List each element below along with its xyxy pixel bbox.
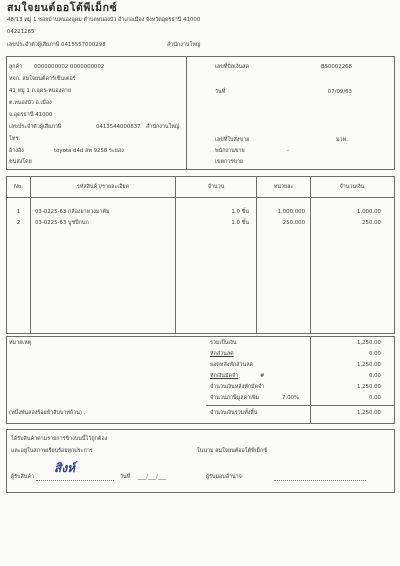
col-header-amount: จำนวนเงิน	[339, 184, 365, 190]
sum-value-vat: 0.00	[368, 395, 381, 401]
sum-extra-vat: 7.00%	[282, 395, 300, 401]
sum-label-after-discount: ยอดหลังหักส่วนลด	[210, 362, 254, 368]
customer-address-2: ต.หนองบัว อ.เมือง	[9, 100, 52, 106]
row-2-no: 2	[16, 220, 21, 226]
doc-no-label: เลขที่บิลเงินสด	[215, 64, 250, 70]
customer-tax-label: เลขประจำตัวผู้เสียภาษี	[9, 124, 62, 130]
customer-ref-value: toyota d4d ลพ 9258 ระยอง	[54, 148, 124, 154]
col-header-desc: รหัสสินค้า/รายละเอียด	[76, 184, 130, 190]
sum-value-after-deposit: 1,250.00	[356, 384, 381, 390]
receiver-label: ผู้รับสินค้า	[11, 474, 35, 480]
grand-total-rule	[206, 405, 394, 406]
row-1-qty: 1.0 ชิ้น	[231, 209, 249, 215]
row-1-desc: 03-0225-63 กล้องยาหวงมาตัม	[35, 209, 110, 215]
col-divider-3	[256, 176, 257, 333]
customer-phone-label: โทร.	[9, 136, 21, 142]
customer-code-label: ลูกค้า	[9, 64, 23, 70]
items-table	[6, 176, 395, 334]
sum-value-after-discount: 1,250.00	[356, 362, 381, 368]
sale-no-label: เขตการขาย	[215, 159, 244, 165]
po-value: มวท.	[336, 137, 348, 143]
sum-label-vat: จำนวนภาษีมูลค่าเพิ่ม	[210, 395, 260, 401]
receive-date-label: วันที่	[120, 474, 131, 480]
col-header-no: No.	[14, 184, 23, 190]
customer-address-3: จ.อุดรธานี 41000	[9, 112, 53, 118]
customer-address-1: 41 หมู่ 1 ถ.อุดร-หนองคาย	[9, 88, 71, 94]
sum-value-grand-total: 1,250.00	[356, 410, 381, 416]
customer-ref-label: อ้างอิง	[9, 148, 24, 154]
receiver-signature: สิงห์	[54, 461, 76, 475]
row-2-amount: 250.00	[362, 220, 381, 226]
sum-label-subtotal: รวมเป็นเงิน	[210, 340, 237, 346]
company-behalf: ในนาม สมใจยนต์ออโต้พีเม็กซ์	[197, 448, 268, 454]
seller-value: -	[287, 148, 289, 154]
col-header-unit: หน่วยละ	[273, 184, 294, 190]
company-branch: สำนักงานใหญ่	[167, 42, 201, 48]
row-1-no: 1	[16, 209, 21, 215]
customer-branch: สำนักงานใหญ่	[146, 124, 180, 130]
customer-tax-id: 0413544000837	[96, 124, 141, 130]
col-divider-2	[175, 176, 176, 333]
col-divider-4	[310, 176, 311, 333]
authorized-sign-line	[274, 480, 366, 481]
po-label: เลขที่ใบสั่งขาย	[215, 137, 250, 143]
receipt-confirm-1: ได้รับสินค้าตามรายการข้างบนนี้ไว้ถูกต้อง	[11, 436, 108, 442]
amount-in-words: (หนึ่งพันสองร้อยห้าสิบบาทถ้วน) .	[9, 410, 86, 416]
sum-value-discount: 0.00	[368, 351, 381, 357]
receiver-sign-line	[36, 480, 114, 481]
seller-label: พนักงานขาย	[215, 148, 245, 154]
doc-date-label: วันที่	[215, 89, 226, 95]
info-divider	[186, 56, 187, 169]
sum-label-grand-total: จำนวนเงินรวมทั้งสิ้น	[210, 410, 258, 416]
authorized-label: ผู้รับมอบอำนาจ	[206, 474, 242, 480]
company-phone: 04221265	[7, 29, 35, 35]
col-divider-1	[30, 176, 31, 333]
row-1-amount: 1,000.00	[356, 209, 381, 215]
company-tax-id: เลขประจำตัวผู้เสียภาษี 0415557000298	[7, 42, 106, 48]
sum-label-discount: หักส่วนลด	[210, 351, 234, 357]
sum-label-after-deposit: จำนวนเงินหลังหักมัดจำ	[210, 384, 265, 390]
customer-name: หจก. สมใจยนต์คาร์เซ็นเตอร์	[9, 76, 76, 82]
receive-date-blank: ___/___/___	[138, 474, 166, 480]
sum-extra-deposit: #	[260, 373, 265, 379]
customer-code: 0000000002 0000000002	[34, 64, 105, 70]
customer-due-label: ชนส่งโดย	[9, 159, 32, 165]
row-2-qty: 1.0 ชิ้น	[231, 220, 249, 226]
row-2-unit: 250.000	[282, 220, 305, 226]
col-header-qty: จำนวน	[207, 184, 225, 190]
sum-label-deposit: หักเงินมัดจำ	[210, 373, 239, 379]
items-header-rule	[6, 197, 394, 198]
note-label: หมายเหตุ	[9, 340, 32, 346]
company-name: สมใจยนต์ออโต้พีเม็กซ์	[7, 2, 118, 14]
doc-date: 07/09/63	[327, 89, 352, 95]
sum-value-subtotal: 1,250.00	[356, 340, 381, 346]
row-1-unit: 1,000.000	[277, 209, 305, 215]
receipt-confirm-2: และอยู่ในสภาพเรียบร้อยทุกประการ	[11, 448, 93, 454]
sum-value-deposit: 0.00	[368, 373, 381, 379]
doc-no: BS0002268	[320, 64, 352, 70]
company-address: 48/13 หมู่ 1 ซอยบ้านหนองอุดม ตำบลหนองบัว อำเภอเมือง จังหวัดอุดรธานี 41000	[7, 17, 201, 23]
row-2-desc: 03-0225-63 บูชปีกนก	[35, 220, 89, 226]
